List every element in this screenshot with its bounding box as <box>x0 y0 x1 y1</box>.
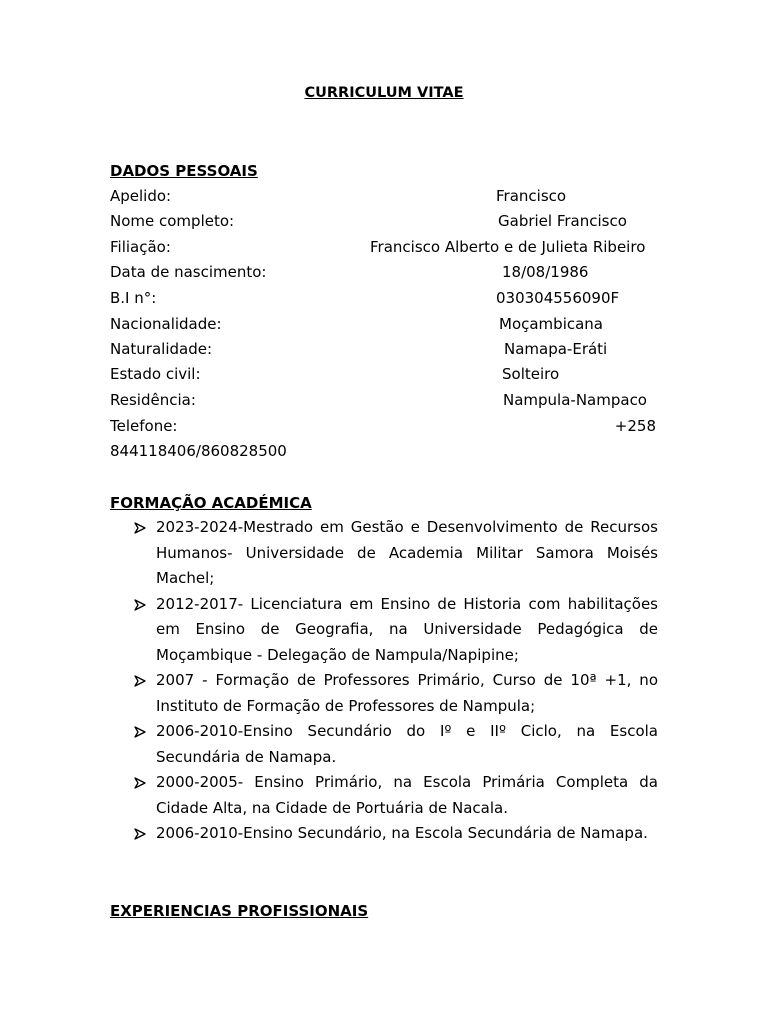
arrowhead-bullet-icon <box>134 828 146 840</box>
personal-row-full-name <box>110 210 658 232</box>
row-label: Apelido: <box>110 187 172 205</box>
arrowhead-bullet-icon <box>134 777 146 789</box>
document-title: CURRICULUM VITAE <box>304 85 464 101</box>
personal-row-id-number <box>110 287 658 309</box>
row-label: Telefone: <box>110 417 178 435</box>
list-item <box>130 515 658 592</box>
row-value: Gabriel Francisco <box>498 212 627 230</box>
list-item-text: 2012-2017- Licenciatura em Ensino de Historia com habilitações em Ensino de Geografia, na Universidade Pedagógica de Moçambique - Delegação de Nampula/Napipine; <box>156 594 658 664</box>
personal-row-parents <box>110 236 658 258</box>
row-label: Estado civil: <box>110 365 201 383</box>
personal-row-nationality <box>110 313 658 335</box>
row-label: Nacionalidade: <box>110 315 222 333</box>
row-value: +258 <box>614 417 656 435</box>
row-label: Residência: <box>110 391 196 409</box>
list-item <box>130 668 658 719</box>
list-item-text: 2000-2005- Ensino Primário, na Escola Primária Completa da Cidade Alta, na Cidade de Portuária de Nacala. <box>156 773 658 817</box>
arrowhead-bullet-icon <box>134 675 146 687</box>
education-heading: FORMAÇÃO ACADÉMICA <box>110 494 312 512</box>
personal-row-phone <box>110 415 658 437</box>
row-label: Naturalidade: <box>110 340 213 358</box>
list-item-text: 2006-2010-Ensino Secundário, na Escola Secundária de Namapa. <box>156 824 648 842</box>
arrowhead-bullet-icon <box>134 522 146 534</box>
row-value: Namapa-Eráti <box>504 340 608 358</box>
list-item-text: 2007 - Formação de Professores Primário, Curso de 10ª +1, no Instituto de Formação de Professores de Nampula; <box>156 671 658 715</box>
personal-row-birth-date <box>110 261 658 283</box>
experience-heading: EXPERIENCIAS PROFISSIONAIS <box>110 902 369 920</box>
row-value: 030304556090F <box>496 289 620 307</box>
arrowhead-bullet-icon <box>134 599 146 611</box>
personal-row-marital-status <box>110 363 658 385</box>
list-item-text: 2006-2010-Ensino Secundário do Iº e IIº Ciclo, na Escola Secundária de Namapa. <box>156 722 658 766</box>
education-list <box>130 515 658 847</box>
row-value: Nampula-Nampaco <box>503 391 647 409</box>
personal-row-birthplace <box>110 338 658 360</box>
row-label: Filiação: <box>110 238 171 256</box>
row-value: Solteiro <box>502 365 560 383</box>
personal-data-heading: DADOS PESSOAIS <box>110 162 258 180</box>
row-value: Moçambicana <box>499 315 603 333</box>
phone-numbers: 844118406/860828500 <box>110 442 287 460</box>
row-label: Nome completo: <box>110 212 235 230</box>
row-value: Francisco Alberto e de Julieta Ribeiro <box>370 238 646 256</box>
row-value: 18/08/1986 <box>502 263 589 281</box>
personal-row-residence <box>110 389 658 411</box>
row-value: Francisco <box>496 187 567 205</box>
list-item <box>130 770 658 821</box>
personal-row-surname <box>110 185 658 207</box>
row-label: Data de nascimento: <box>110 263 267 281</box>
list-item <box>130 592 658 669</box>
list-item <box>130 821 658 847</box>
list-item <box>130 719 658 770</box>
row-label: B.I n°: <box>110 289 157 307</box>
arrowhead-bullet-icon <box>134 726 146 738</box>
list-item-text: 2023-2024-Mestrado em Gestão e Desenvolvimento de Recursos Humanos- Universidade de Academia Militar Samora Moisés Machel; <box>156 518 658 587</box>
